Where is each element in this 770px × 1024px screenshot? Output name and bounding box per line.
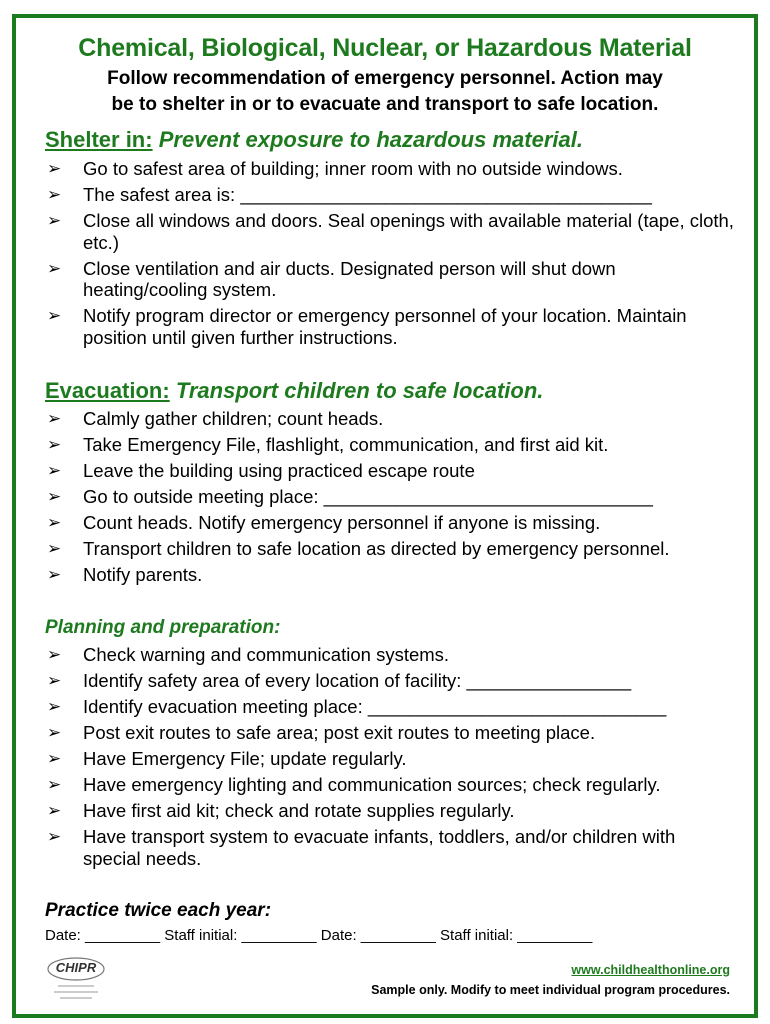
list-item-text: Count heads. Notify emergency personnel if anyone is missing. [83, 512, 601, 533]
list-item-text: Post exit routes to safe area; post exit routes to meeting place. [83, 722, 596, 743]
arrowhead-bullet-icon: ➢ [47, 306, 62, 325]
list-item [45, 512, 735, 534]
arrowhead-bullet-icon: ➢ [47, 539, 62, 558]
website-link[interactable]: www.childhealthonline.org [571, 963, 730, 977]
arrowhead-bullet-icon: ➢ [47, 487, 62, 506]
list-item-text: Identify evacuation meeting place: _____________________________ [83, 696, 667, 717]
list-item [45, 644, 735, 666]
list-item [45, 564, 735, 586]
list-item-text: Check warning and communication systems. [83, 644, 450, 665]
arrowhead-bullet-icon: ➢ [47, 159, 62, 178]
evacuation-list [45, 408, 735, 590]
subtitle-line-2: be to shelter in or to evacuate and transport to safe location. [111, 94, 659, 115]
practice-date-line: Date: _________ Staff initial: _________ Date: _________ Staff initial: _________ [45, 927, 593, 944]
list-item [45, 305, 735, 348]
list-item-text: Leave the building using practiced escape route [83, 460, 475, 481]
evacuation-section-heading [45, 378, 543, 404]
list-item [45, 748, 735, 770]
shelter-heading-text: Prevent exposure to hazardous material. [158, 127, 583, 152]
arrowhead-bullet-icon: ➢ [47, 827, 62, 846]
list-item-text: Take Emergency File, flashlight, communication, and first aid kit. [83, 434, 609, 455]
arrowhead-bullet-icon: ➢ [47, 801, 62, 820]
arrowhead-bullet-icon: ➢ [47, 461, 62, 480]
list-item-text: Have transport system to evacuate infants, toddlers, and/or children with special needs. [83, 826, 676, 869]
list-item-text: Close all windows and doors. Seal openings with available material (tape, cloth, etc.) [83, 210, 734, 253]
list-item-text: Identify safety area of every location of facility: ________________ [83, 670, 632, 691]
list-item-text: Have Emergency File; update regularly. [83, 748, 407, 769]
shelter-list [45, 158, 735, 353]
page-subtitle [0, 66, 770, 118]
arrowhead-bullet-icon: ➢ [47, 435, 62, 454]
list-item-text: Notify parents. [83, 564, 203, 585]
list-item-text: Calmly gather children; count heads. [83, 408, 384, 429]
list-item-text: Transport children to safe location as directed by emergency personnel. [83, 538, 670, 559]
list-item-text: Go to outside meeting place: ________________________________ [83, 486, 653, 507]
arrowhead-bullet-icon: ➢ [47, 211, 62, 230]
shelter-section-heading [45, 127, 583, 153]
footer-note: Sample only. Modify to meet individual program procedures. [371, 983, 730, 997]
shelter-label: Shelter in: [45, 127, 153, 152]
list-item [45, 722, 735, 744]
arrowhead-bullet-icon: ➢ [47, 258, 62, 278]
arrowhead-bullet-icon: ➢ [47, 775, 62, 794]
arrowhead-bullet-icon: ➢ [47, 749, 62, 768]
arrowhead-bullet-icon: ➢ [47, 671, 62, 690]
list-item-text: Go to safest area of building; inner room with no outside windows. [83, 158, 623, 179]
list-item [45, 486, 735, 508]
arrowhead-bullet-icon: ➢ [47, 565, 62, 584]
practice-heading: Practice twice each year: [45, 900, 272, 921]
arrowhead-bullet-icon: ➢ [47, 513, 62, 532]
list-item-text: Have first aid kit; check and rotate supplies regularly. [83, 800, 515, 821]
list-item-text: The safest area is: ________________________________________ [83, 184, 652, 205]
logo-text: CHIPR [55, 960, 97, 975]
arrowhead-bullet-icon: ➢ [47, 185, 62, 204]
arrowhead-bullet-icon: ➢ [47, 723, 62, 742]
list-item [45, 184, 735, 206]
list-item [45, 696, 735, 718]
list-item-text: Close ventilation and air ducts. Designated person will shut down heating/cooling system. [83, 257, 616, 300]
planning-list [45, 644, 735, 874]
arrowhead-bullet-icon: ➢ [47, 645, 62, 664]
list-item-text: Notify program director or emergency personnel of your location. Maintain position until given further instructions. [83, 305, 687, 348]
list-item [45, 258, 735, 301]
page-title: Chemical, Biological, Nuclear, or Hazardous Material [78, 34, 692, 62]
list-item [45, 800, 735, 822]
list-item [45, 670, 735, 692]
evacuation-heading-text: Transport children to safe location. [175, 378, 544, 403]
list-item [45, 210, 735, 253]
chipr-logo [44, 956, 108, 1006]
planning-heading: Planning and preparation: [45, 617, 281, 638]
list-item [45, 774, 735, 796]
subtitle-line-1: Follow recommendation of emergency personnel. Action may [107, 68, 663, 89]
list-item-text: Have emergency lighting and communication sources; check regularly. [83, 774, 661, 795]
list-item [45, 538, 735, 560]
evacuation-label: Evacuation: [45, 378, 170, 403]
list-item [45, 408, 735, 430]
list-item [45, 158, 735, 180]
list-item [45, 434, 735, 456]
list-item [45, 826, 735, 869]
list-item [45, 460, 735, 482]
arrowhead-bullet-icon: ➢ [47, 409, 62, 428]
arrowhead-bullet-icon: ➢ [47, 697, 62, 716]
